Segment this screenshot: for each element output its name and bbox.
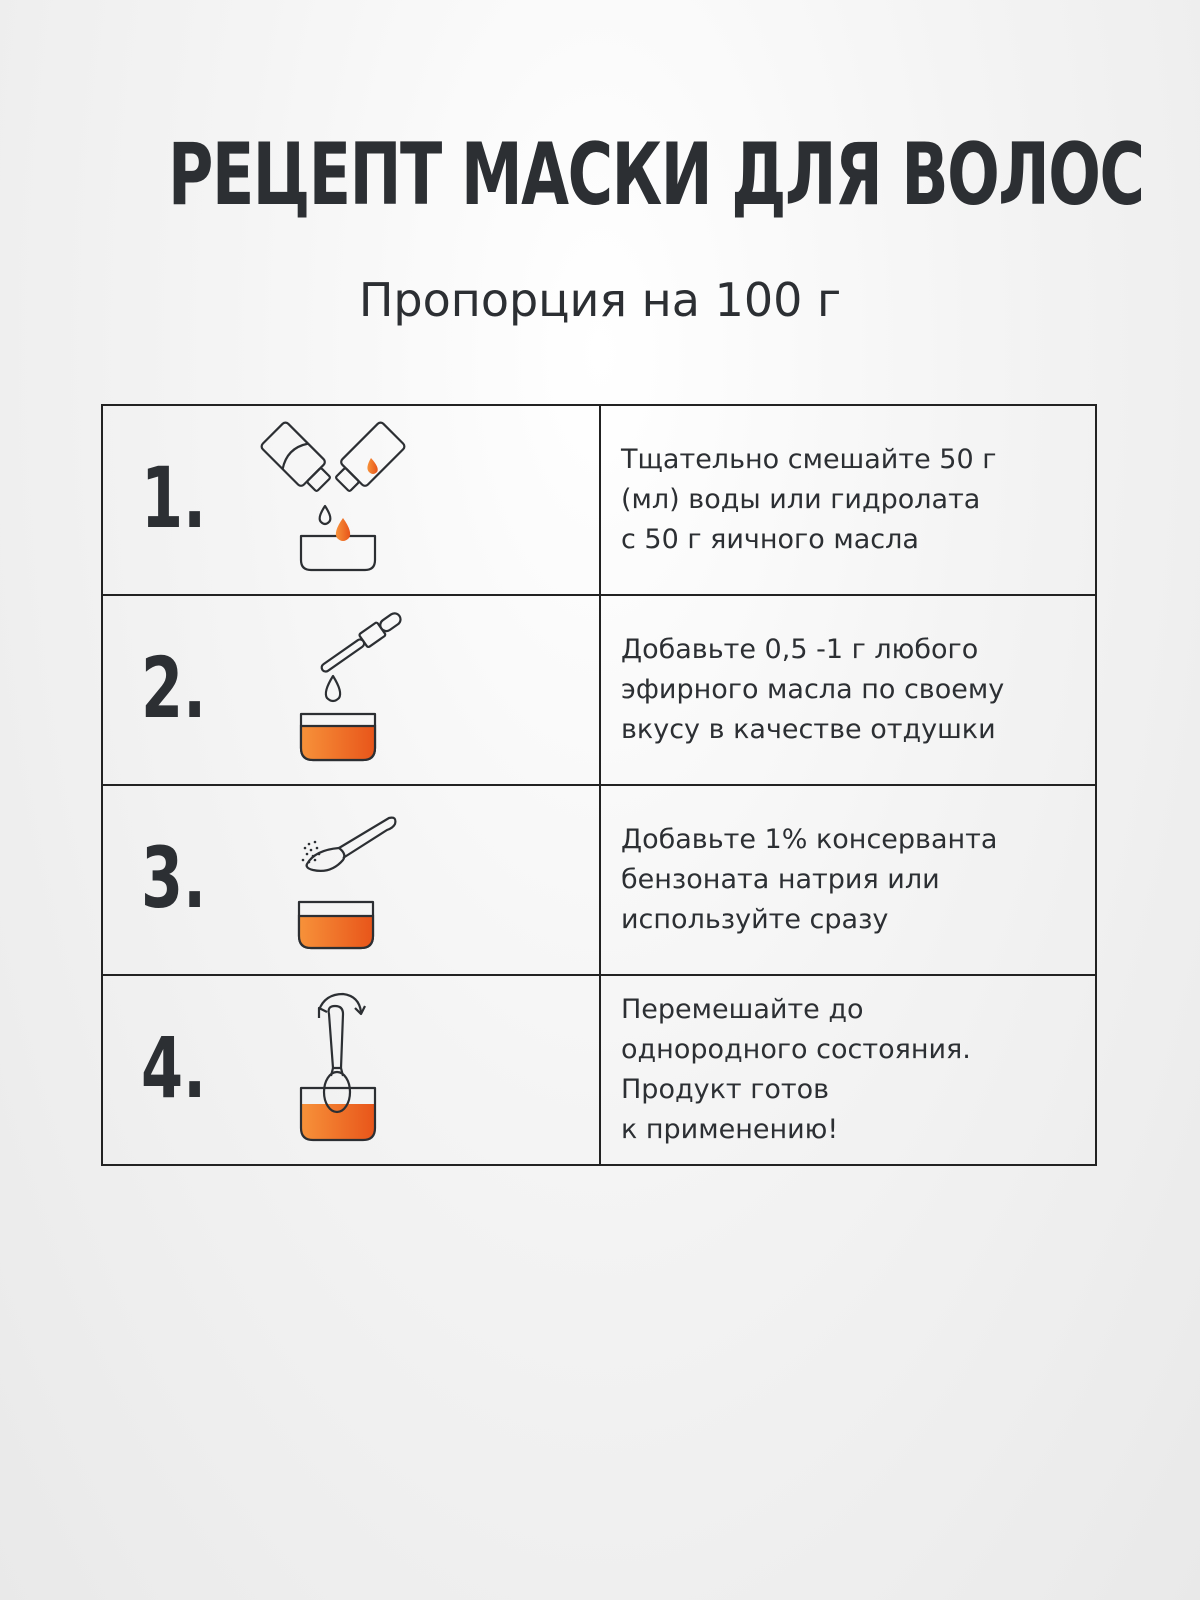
spoon-powder-icon [243,798,423,964]
step-text-cell [601,976,1095,1164]
page-subtitle: Пропорция на 100 г [358,273,842,327]
step-visual-cell [103,786,601,974]
step-text: Добавьте 0,5 -1 г любого эфирного масла по своему вкусу в качестве отдушки [621,634,1005,745]
step-number: 4. [141,1019,207,1117]
step-number: 3. [141,829,207,927]
step-row [103,596,1095,786]
step-text: Тщательно смешайте 50 г (мл) воды или гидролата с 50 г яичного масла [621,444,997,555]
step-row [103,406,1095,596]
step-text-cell [601,786,1095,974]
stirring-icon [243,988,423,1154]
step-visual-cell [103,976,601,1164]
bottles-pouring-icon [243,418,423,584]
dropper-icon [243,608,423,774]
step-visual-cell [103,406,601,594]
step-text-cell [601,406,1095,594]
step-number: 1. [141,449,207,547]
step-visual-cell [103,596,601,784]
step-number: 2. [141,639,207,737]
step-row [103,786,1095,976]
page-title: РЕЦЕПТ МАСКИ ДЛЯ ВОЛОС [167,125,1144,225]
step-text: Добавьте 1% консерванта бензоната натрия или используйте сразу [621,824,998,935]
step-text-cell [601,596,1095,784]
step-row [103,976,1095,1164]
steps-table [101,404,1097,1166]
step-text: Перемешайте до однородного состояния. Продукт готов к применению! [621,994,971,1145]
